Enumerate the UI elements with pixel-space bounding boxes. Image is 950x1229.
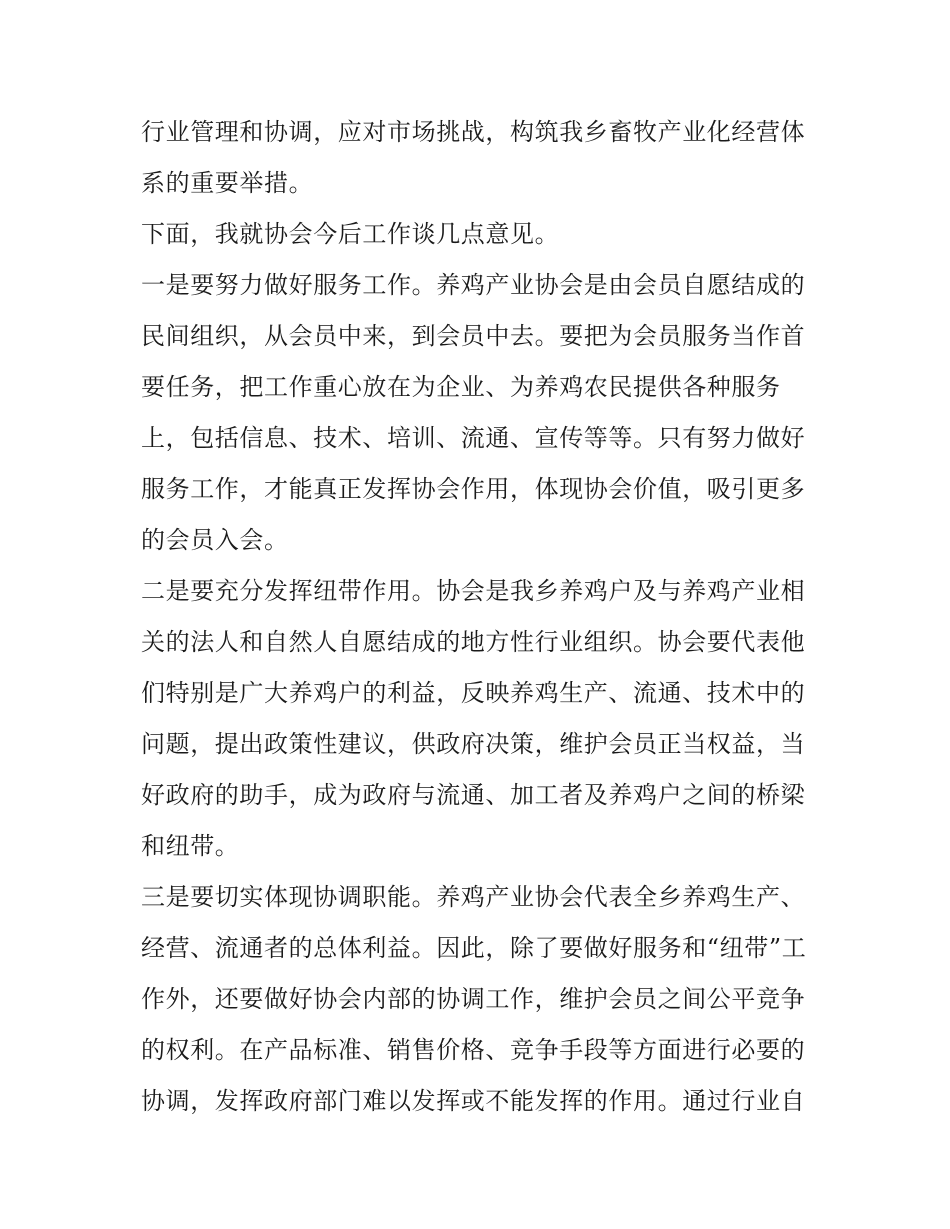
text-line: 和纽带。 (141, 832, 240, 860)
text-line: 一是要努力做好服务工作。养鸡产业协会是由会员自愿结成的 (141, 271, 806, 299)
text-line: 二是要充分发挥纽带作用。协会是我乡养鸡户及与养鸡产业相 (141, 577, 806, 605)
text-line: 问题，提出政策性建议，供政府决策，维护会员正当权益，当 (141, 730, 806, 758)
body-text (141, 107, 821, 1127)
text-line: 好政府的助手，成为政府与流通、加工者及养鸡户之间的桥梁 (141, 781, 806, 809)
text-line: 们特别是广大养鸡户的利益，反映养鸡生产、流通、技术中的 (141, 679, 806, 707)
text-line: 关的法人和自然人自愿结成的地方性行业组织。协会要代表他 (141, 628, 806, 656)
text-line: 的会员入会。 (141, 526, 289, 554)
text-line: 要任务，把工作重心放在为企业、为养鸡农民提供各种服务 (141, 373, 781, 401)
text-line: 的权利。在产品标准、销售价格、竞争手段等方面进行必要的 (141, 1036, 806, 1064)
text-line: 民间组织，从会员中来，到会员中去。要把为会员服务当作首 (141, 322, 806, 350)
text-line: 系的重要举措。 (141, 169, 314, 197)
text-line: 三是要切实体现协调职能。养鸡产业协会代表全乡养鸡生产、 (141, 883, 806, 911)
text-line: 协调，发挥政府部门难以发挥或不能发挥的作用。通过行业自 (141, 1087, 806, 1115)
text-line: 下面，我就协会今后工作谈几点意见。 (141, 220, 560, 248)
text-line: 作外，还要做好协会内部的协调工作，维护会员之间公平竞争 (141, 985, 806, 1013)
text-line: 经营、流通者的总体利益。因此，除了要做好服务和“纽带”工 (141, 934, 807, 962)
text-line: 行业管理和协调，应对市场挑战，构筑我乡畜牧产业化经营体 (141, 118, 806, 146)
text-line: 上，包括信息、技术、培训、流通、宣传等等。只有努力做好 (141, 424, 806, 452)
text-line: 服务工作，才能真正发挥协会作用，体现协会价值，吸引更多 (141, 475, 806, 503)
